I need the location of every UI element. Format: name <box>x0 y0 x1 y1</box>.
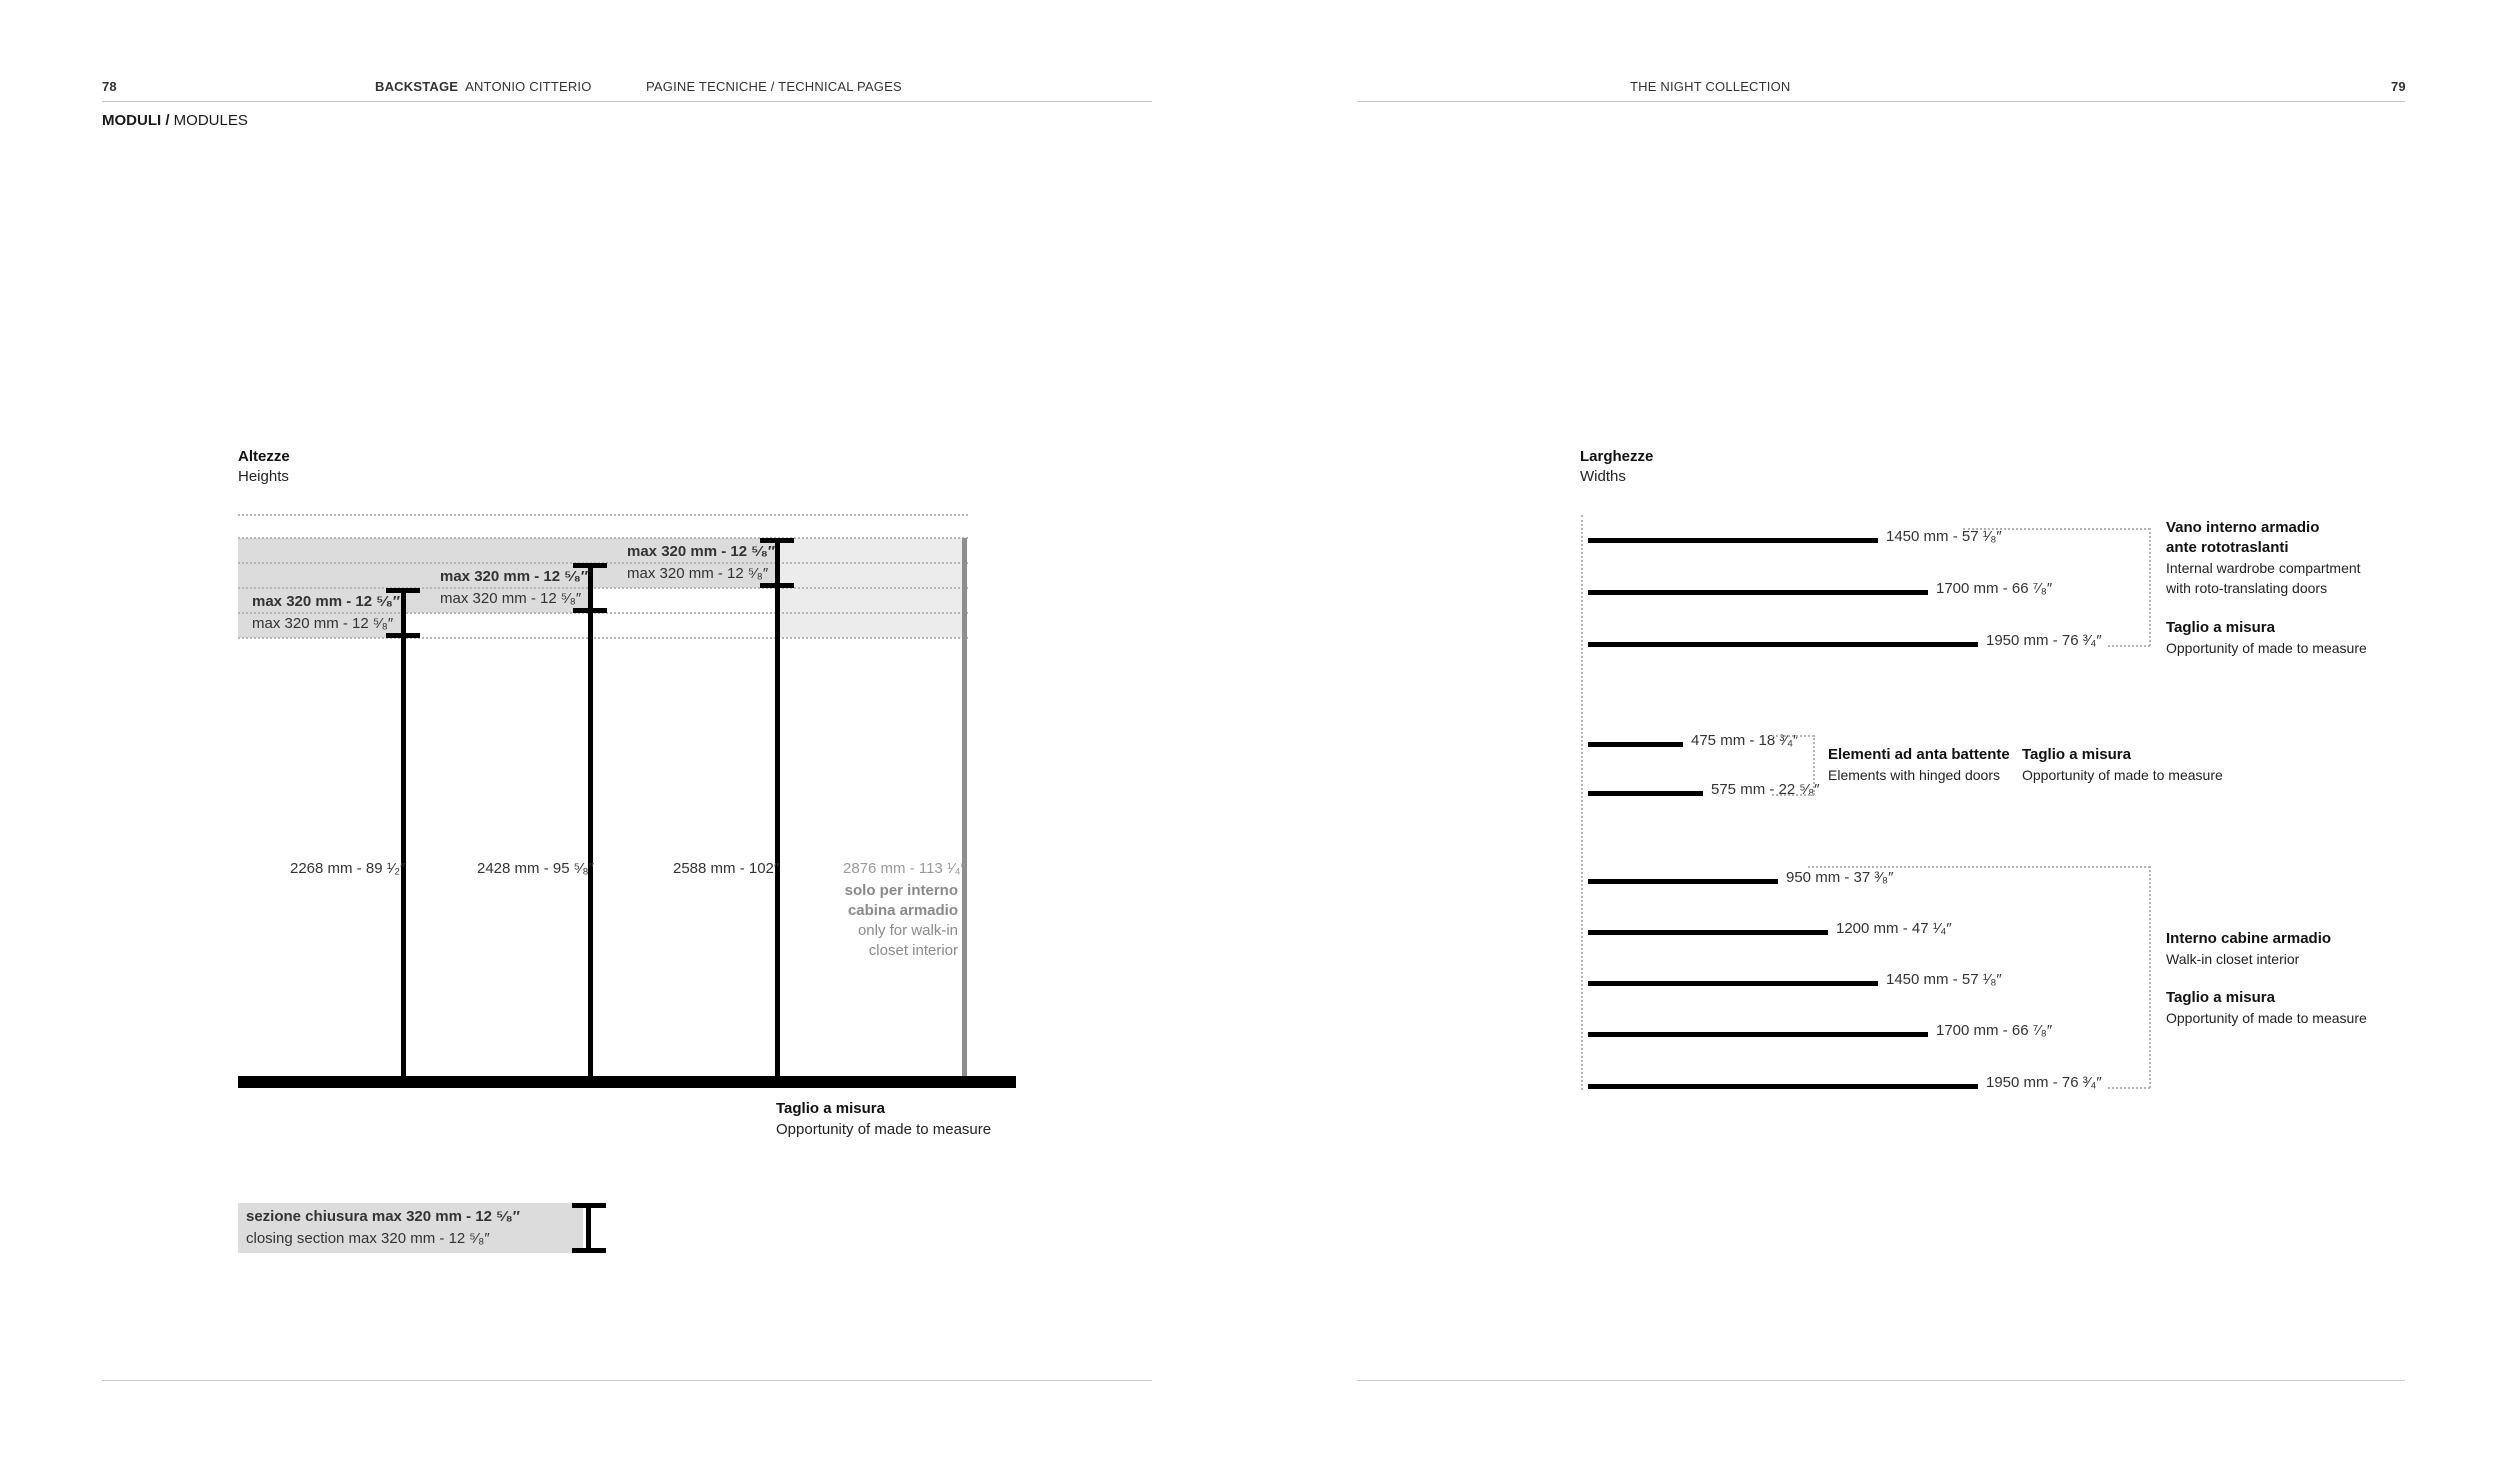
height-bar-2588 <box>775 540 780 1080</box>
width-label-1950: 1950 mm - 76 ³⁄₄″ <box>1986 1074 2102 1091</box>
width-bar-1950 <box>1588 642 1978 647</box>
widths-left-dotted-axis <box>1581 515 1583 1090</box>
g1-title-line1: Vano interno armadio <box>2166 519 2320 536</box>
height-cap-2588-top <box>760 538 794 543</box>
heights-measure-title: Taglio a misura <box>776 1100 885 1117</box>
g3-bracket-top <box>1808 866 2150 868</box>
height-bar-2428 <box>588 565 593 1080</box>
module-title-bold: MODULI / <box>102 112 170 129</box>
g2-measure-title: Taglio a misura <box>2022 746 2131 763</box>
g1-bracket-bottom <box>2108 645 2150 647</box>
width-bar-1950 <box>1588 1084 1978 1089</box>
g2-bracket-bottom <box>1772 794 1814 796</box>
closing-section-symbol-bar <box>586 1205 591 1251</box>
width-label-1450: 1450 mm - 57 ¹⁄₈″ <box>1886 528 2002 545</box>
height-label-2876: 2876 mm - 113 ¹⁄₄″ <box>843 860 966 877</box>
width-label-1200: 1200 mm - 47 ¹⁄₄″ <box>1836 920 1952 937</box>
max-label-col1-bold: max 320 mm - 12 ⁵⁄₈″ <box>252 593 401 610</box>
width-label-475: 475 mm - 18 ³⁄₄″ <box>1691 732 1799 749</box>
g3-measure-text: Opportunity of made to measure <box>2166 1010 2367 1026</box>
widths-subtitle: Widths <box>1580 468 1626 485</box>
g3-measure-title: Taglio a misura <box>2166 989 2275 1006</box>
g2-title: Elementi ad anta battente <box>1828 746 2010 763</box>
closing-section-symbol-top <box>572 1203 606 1208</box>
g3-bracket-side <box>2149 866 2151 1088</box>
dotted-line-5 <box>238 637 968 639</box>
max-label-col3-light: max 320 mm - 12 ⁵⁄₈″ <box>627 565 769 582</box>
g1-desc-line1: Internal wardrobe compartment <box>2166 560 2361 576</box>
module-title-light: MODULES <box>173 112 248 129</box>
height-bar-2268 <box>401 590 406 1080</box>
width-bar-1450 <box>1588 981 1878 986</box>
left-footer-rule <box>102 1380 1152 1381</box>
heights-measure-text: Opportunity of made to measure <box>776 1121 992 1138</box>
closing-section-light: closing section max 320 mm - 12 ⁵⁄₈″ <box>246 1230 490 1247</box>
width-bar-1450 <box>1588 538 1878 543</box>
right-page-number: 79 <box>2391 79 2406 94</box>
width-label-1950: 1950 mm - 76 ³⁄₄″ <box>1986 632 2102 649</box>
g1-bracket-top <box>1963 528 2150 530</box>
top-dotted-line <box>238 514 968 516</box>
height-cap-2268-top <box>386 588 420 593</box>
widths-title: Larghezze <box>1580 448 1654 465</box>
width-label-1450: 1450 mm - 57 ¹⁄₈″ <box>1886 971 2002 988</box>
width-bar-475 <box>1588 742 1683 747</box>
floor-base <box>238 1076 1016 1088</box>
right-header-rule <box>1357 101 2405 102</box>
width-bar-950 <box>1588 879 1778 884</box>
g3-desc: Walk-in closet interior <box>2166 951 2300 967</box>
g2-bracket-side <box>1813 735 1815 795</box>
module-title <box>102 112 248 129</box>
height-bar-2876 <box>962 538 967 1080</box>
walkin-note-line4: closet interior <box>868 942 958 959</box>
g2-bracket-top <box>1772 735 1814 737</box>
right-footer-rule <box>1357 1380 2405 1381</box>
width-label-575: 575 mm - 22 ⁵⁄₈″ <box>1711 781 1820 798</box>
dotted-line-3 <box>238 587 968 589</box>
g1-desc-line2: with roto-translating doors <box>2166 580 2328 596</box>
max-label-col1-light: max 320 mm - 12 ⁵⁄₈″ <box>252 615 394 632</box>
g2-desc: Elements with hinged doors <box>1828 767 2000 783</box>
g1-measure-title: Taglio a misura <box>2166 619 2275 636</box>
width-bar-1700 <box>1588 1032 1928 1037</box>
walkin-note-line1: solo per interno <box>844 882 958 899</box>
left-header-rule <box>102 101 1152 102</box>
g1-bracket-side <box>2149 528 2151 646</box>
g3-bracket-bottom <box>2108 1087 2150 1089</box>
brand-name: BACKSTAGE <box>375 79 459 94</box>
height-cap-2428-bottom <box>573 608 607 613</box>
width-label-950: 950 mm - 37 ³⁄₈″ <box>1786 869 1894 886</box>
heights-title: Altezze <box>238 448 290 465</box>
walkin-note <box>800 881 958 961</box>
g1-measure-text: Opportunity of made to measure <box>2166 640 2367 656</box>
width-label-1700: 1700 mm - 66 ⁷⁄₈″ <box>1936 580 2053 597</box>
closing-section-bold: sezione chiusura max 320 mm - 12 ⁵⁄₈″ <box>246 1208 520 1225</box>
max-label-col2-bold: max 320 mm - 12 ⁵⁄₈″ <box>440 568 589 585</box>
height-cap-2588-bottom <box>760 583 794 588</box>
width-bar-1200 <box>1588 930 1828 935</box>
height-cap-2428-top <box>573 563 607 568</box>
height-label-2588: 2588 mm - 102″ <box>673 860 780 877</box>
height-label-2268: 2268 mm - 89 ¹⁄₂″ <box>290 860 406 877</box>
height-label-2428: 2428 mm - 95 ⁵⁄₈″ <box>477 860 594 877</box>
designer-name: ANTONIO CITTERIO <box>465 79 592 94</box>
walkin-note-line2: cabina armadio <box>847 902 958 919</box>
brand-header <box>375 79 592 94</box>
collection-title: THE NIGHT COLLECTION <box>1630 79 1791 94</box>
max-label-col3-bold: max 320 mm - 12 ⁵⁄₈″ <box>627 543 776 560</box>
width-bar-1700 <box>1588 590 1928 595</box>
g2-measure-text: Opportunity of made to measure <box>2022 767 2223 783</box>
width-label-1700: 1700 mm - 66 ⁷⁄₈″ <box>1936 1022 2053 1039</box>
width-bar-575 <box>1588 791 1703 796</box>
g1-title-line2: ante rototraslanti <box>2166 539 2289 556</box>
walkin-note-line3: only for walk-in <box>857 922 958 939</box>
g3-title: Interno cabine armadio <box>2166 930 2332 947</box>
section-title: PAGINE TECNICHE / TECHNICAL PAGES <box>646 79 902 94</box>
height-cap-2268-bottom <box>386 633 420 638</box>
closing-section-symbol-bottom <box>572 1248 606 1253</box>
max-label-col2-light: max 320 mm - 12 ⁵⁄₈″ <box>440 590 582 607</box>
left-page-number: 78 <box>102 79 117 94</box>
dotted-line-1 <box>238 537 968 539</box>
heights-subtitle: Heights <box>238 468 289 485</box>
